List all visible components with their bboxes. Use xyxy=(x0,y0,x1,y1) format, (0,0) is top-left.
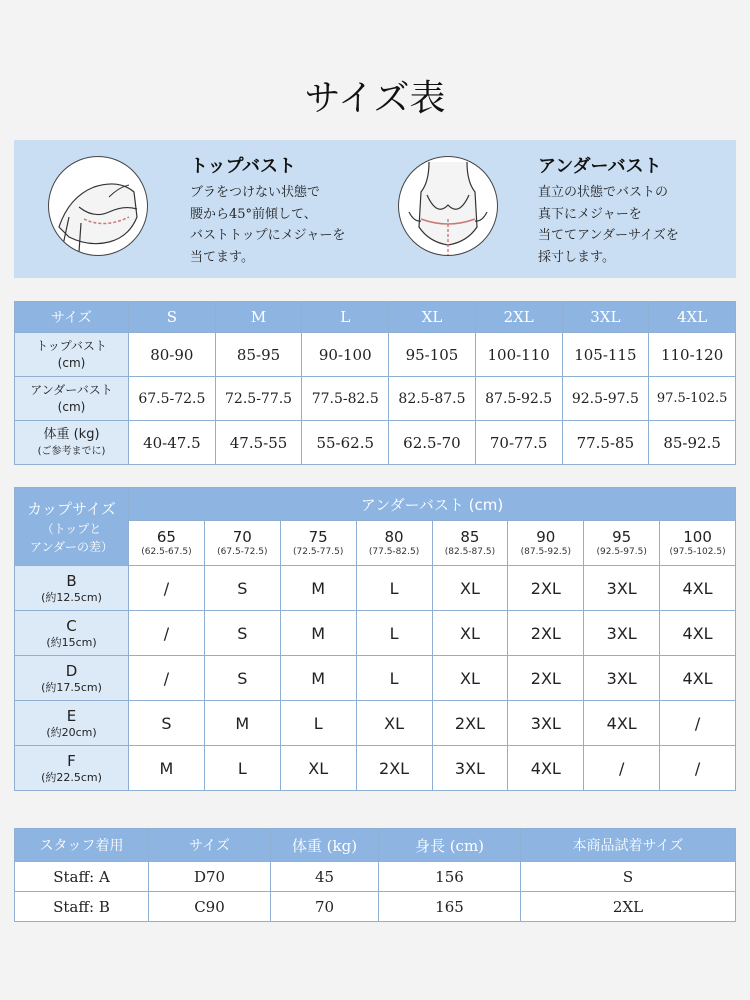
cup-row-header: F (約22.5cm) xyxy=(15,746,129,791)
table-cell: M xyxy=(204,701,280,746)
row-sublabel: (ご参考までに) xyxy=(37,445,106,457)
row-label: 体重 (kg) xyxy=(43,426,100,442)
table-cell: 67.5-72.5 xyxy=(129,377,216,421)
cup-row-header: B (約12.5cm) xyxy=(15,566,129,611)
size-header-cell: M xyxy=(215,302,302,333)
table-row xyxy=(15,701,736,746)
table-cell: L xyxy=(356,611,432,656)
table-cell: 4XL xyxy=(660,656,736,701)
size-header-cell: S xyxy=(129,302,216,333)
table-cell: L xyxy=(204,746,280,791)
table-row xyxy=(15,566,736,611)
staff-table xyxy=(14,828,736,922)
table-cell: 95-105 xyxy=(389,333,476,377)
table-cell: L xyxy=(280,701,356,746)
table-cell: 3XL xyxy=(584,611,660,656)
table-cell: Staff: A xyxy=(15,862,149,892)
table-cell: 2XL xyxy=(508,566,584,611)
cup-size-corner xyxy=(15,488,129,566)
table-cell: / xyxy=(129,566,205,611)
table-cell: 4XL xyxy=(660,566,736,611)
row-sublabel: (cm) xyxy=(57,399,86,414)
table-cell: 156 xyxy=(379,862,521,892)
cup-row-header: E (約20cm) xyxy=(15,701,129,746)
staff-header-cell: 体重 (kg) xyxy=(271,829,379,862)
table-cell: M xyxy=(129,746,205,791)
table-cell: 110-120 xyxy=(649,333,736,377)
table-cell: 82.5-87.5 xyxy=(389,377,476,421)
size-header-cell: 4XL xyxy=(649,302,736,333)
staff-header-cell: 本商品試着サイズ xyxy=(521,829,736,862)
table-cell: 3XL xyxy=(508,701,584,746)
table-row xyxy=(15,862,736,892)
size-header-cell: L xyxy=(302,302,389,333)
size-header-cell: 3XL xyxy=(562,302,649,333)
table-cell: 87.5-92.5 xyxy=(475,377,562,421)
table-cell: 4XL xyxy=(508,746,584,791)
page-title: サイズ表 xyxy=(304,78,446,119)
top-bust-figure-icon xyxy=(49,157,147,255)
table-cell: S xyxy=(204,566,280,611)
cup-row-header: C (約15cm) xyxy=(15,611,129,656)
table-cell: 97.5-102.5 xyxy=(649,377,736,421)
table-cell: M xyxy=(280,566,356,611)
table-cell: M xyxy=(280,611,356,656)
table-cell: 80-90 xyxy=(129,333,216,377)
table-cell: S xyxy=(204,611,280,656)
under-bust-illustration xyxy=(398,156,498,256)
size-table-header xyxy=(15,302,736,333)
table-cell: 92.5-97.5 xyxy=(562,377,649,421)
table-cell: M xyxy=(280,656,356,701)
row-label: トップバスト xyxy=(36,338,107,353)
table-row xyxy=(15,333,736,377)
staff-table-header xyxy=(15,829,736,862)
size-header-label: サイズ xyxy=(15,302,129,333)
column-header: 70 (67.5-72.5) xyxy=(204,521,280,566)
table-cell: 2XL xyxy=(432,701,508,746)
table-cell: 3XL xyxy=(432,746,508,791)
table-cell: XL xyxy=(432,566,508,611)
table-cell: / xyxy=(584,746,660,791)
table-cell: Staff: B xyxy=(15,892,149,922)
table-cell: 85-95 xyxy=(215,333,302,377)
table-cell: 165 xyxy=(379,892,521,922)
table-cell: 70-77.5 xyxy=(475,421,562,465)
under-bust-description: 直立の状態でバストの 真下にメジャーを 当ててアンダーサイズを 採寸します。 xyxy=(538,185,679,265)
table-cell: / xyxy=(129,611,205,656)
row-header xyxy=(15,333,129,377)
table-cell: XL xyxy=(432,656,508,701)
table-cell: XL xyxy=(356,701,432,746)
cup-size-table xyxy=(14,487,736,791)
table-cell: XL xyxy=(432,611,508,656)
table-cell: L xyxy=(356,656,432,701)
cup-size-title: カップサイズ xyxy=(27,499,116,518)
table-cell: 72.5-77.5 xyxy=(215,377,302,421)
table-cell: 2XL xyxy=(508,656,584,701)
measurement-guide xyxy=(14,140,736,278)
table-cell: C90 xyxy=(149,892,271,922)
table-cell: 77.5-82.5 xyxy=(302,377,389,421)
table-cell: 3XL xyxy=(584,656,660,701)
table-cell: 85-92.5 xyxy=(649,421,736,465)
row-header xyxy=(15,421,129,465)
table-row xyxy=(15,892,736,922)
row-header xyxy=(15,377,129,421)
table-cell: 2XL xyxy=(521,892,736,922)
table-cell: 2XL xyxy=(508,611,584,656)
table-row xyxy=(15,611,736,656)
table-cell: 47.5-55 xyxy=(215,421,302,465)
size-header-cell: XL xyxy=(389,302,476,333)
table-cell: S xyxy=(521,862,736,892)
top-bust-description: ブラをつけない状態で 腰から45°前傾して、 バストトップにメジャーを 当てます。 xyxy=(190,185,346,265)
table-cell: / xyxy=(660,746,736,791)
table-cell: 77.5-85 xyxy=(562,421,649,465)
table-cell: D70 xyxy=(149,862,271,892)
table-cell: 3XL xyxy=(584,566,660,611)
table-cell: 40-47.5 xyxy=(129,421,216,465)
table-row xyxy=(15,656,736,701)
table-row xyxy=(15,377,736,421)
table-cell: L xyxy=(356,566,432,611)
cup-table-header xyxy=(15,488,736,521)
row-sublabel: (cm) xyxy=(57,355,86,370)
row-label: アンダーバスト xyxy=(30,382,113,397)
table-cell: 2XL xyxy=(356,746,432,791)
table-cell: 55-62.5 xyxy=(302,421,389,465)
cup-size-subtitle: （トップと xyxy=(41,521,102,536)
table-cell: 100-110 xyxy=(475,333,562,377)
table-cell: / xyxy=(660,701,736,746)
column-header: 65 (62.5-67.5) xyxy=(129,521,205,566)
size-table xyxy=(14,301,736,465)
table-cell: XL xyxy=(280,746,356,791)
column-header: 80 (77.5-82.5) xyxy=(356,521,432,566)
table-cell: 105-115 xyxy=(562,333,649,377)
cup-row-header: D (約17.5cm) xyxy=(15,656,129,701)
table-cell: 70 xyxy=(271,892,379,922)
table-cell: 90-100 xyxy=(302,333,389,377)
table-cell: 62.5-70 xyxy=(389,421,476,465)
cup-size-subtitle: アンダーの差） xyxy=(29,539,114,554)
table-cell: 4XL xyxy=(660,611,736,656)
staff-header-cell: 身長 (cm) xyxy=(379,829,521,862)
column-header: 90 (87.5-92.5) xyxy=(508,521,584,566)
column-header: 100 (97.5-102.5) xyxy=(660,521,736,566)
table-cell: S xyxy=(129,701,205,746)
column-header: 95 (92.5-97.5) xyxy=(584,521,660,566)
size-header-cell: 2XL xyxy=(475,302,562,333)
under-bust-title: アンダーバスト xyxy=(538,156,662,177)
table-cell: 45 xyxy=(271,862,379,892)
table-row xyxy=(15,421,736,465)
staff-header-cell: サイズ xyxy=(149,829,271,862)
table-row xyxy=(15,746,736,791)
table-cell: 4XL xyxy=(584,701,660,746)
column-header: 75 (72.5-77.5) xyxy=(280,521,356,566)
top-bust-title: トップバスト xyxy=(190,156,297,177)
table-cell: / xyxy=(129,656,205,701)
staff-header-cell: スタッフ着用 xyxy=(15,829,149,862)
top-bust-illustration xyxy=(48,156,148,256)
under-bust-figure-icon xyxy=(399,157,497,255)
column-header: 85 (82.5-87.5) xyxy=(432,521,508,566)
under-bust-header: アンダーバスト (cm) xyxy=(129,488,736,521)
table-cell: S xyxy=(204,656,280,701)
